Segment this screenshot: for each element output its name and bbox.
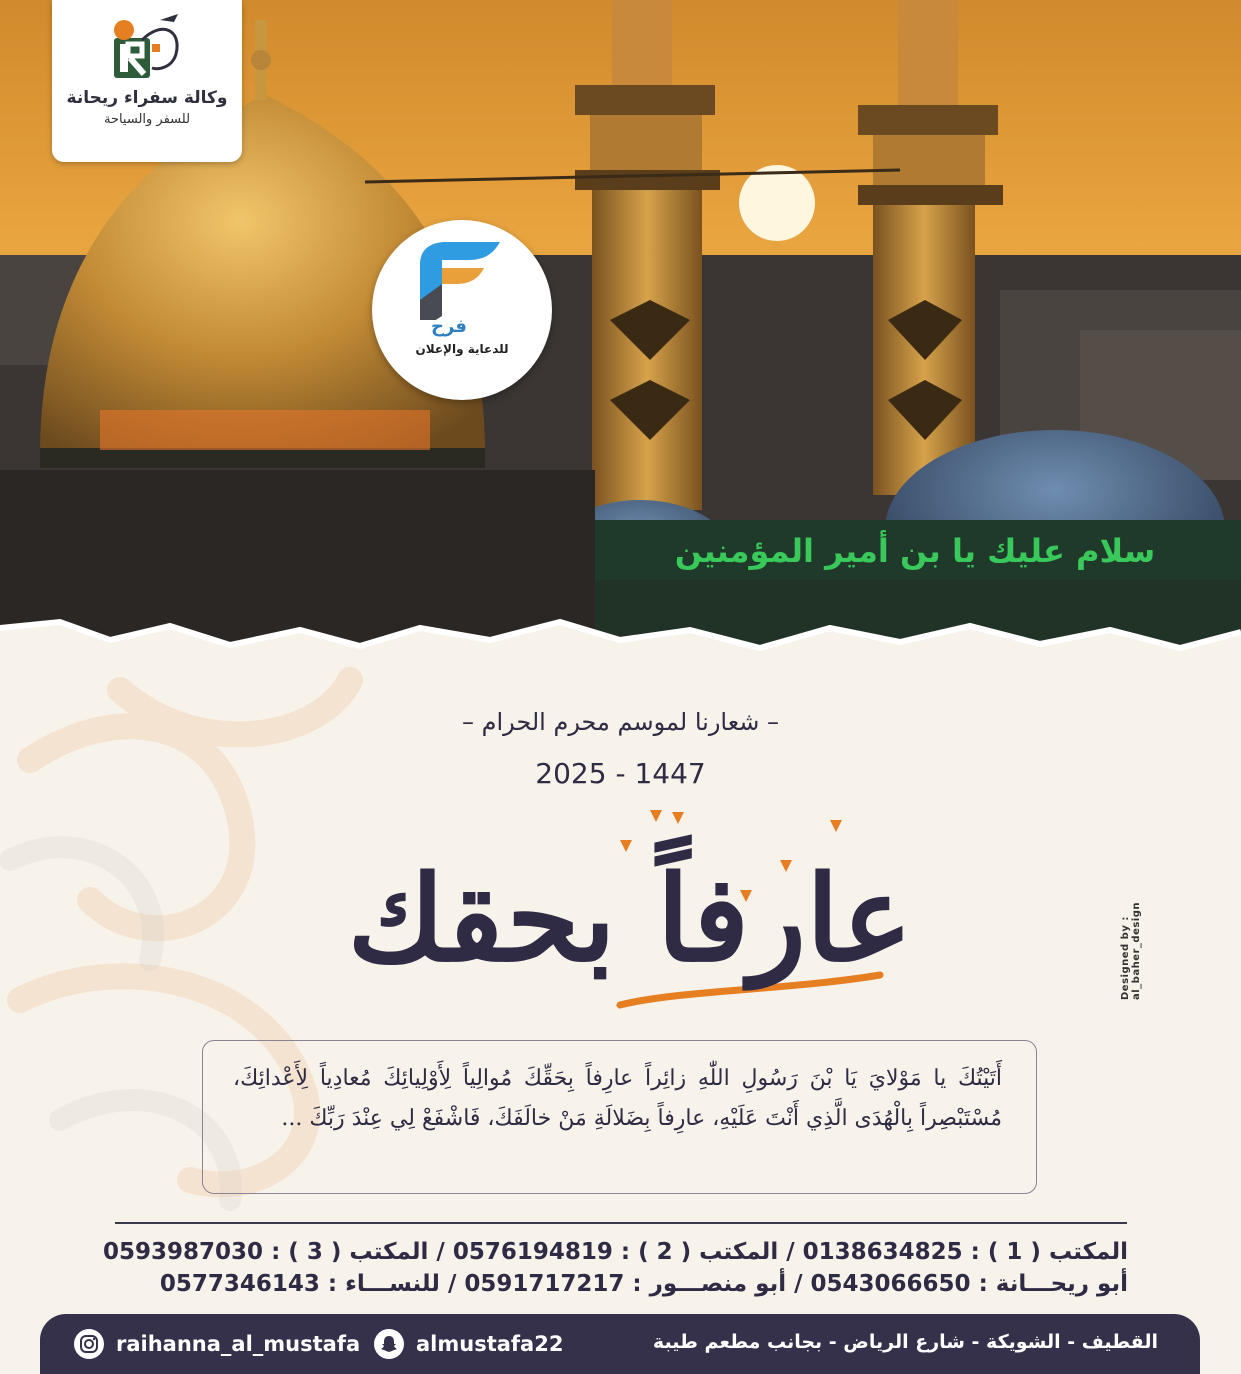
shrine-banner-text: سلام عليك يا بن أمير المؤمنين [674, 532, 1156, 570]
slogan-heading: – شعارنا لموسم محرم الحرام – [461, 708, 780, 736]
snapchat-link[interactable] [374, 1328, 563, 1360]
agency-logo-card [52, 0, 242, 162]
contact-line-offices: المكتب ( 1 ) : 0138634825 / المكتب ( 2 ) : 0576194819 / المكتب ( 3 ) : 0593987030 [103, 1239, 1128, 1265]
instagram-handle: raihanna_al_mustafa [116, 1332, 361, 1356]
main-title: عارفاً بحقك [347, 849, 913, 988]
contact-numbers [100, 1236, 1128, 1300]
years-label: 2025 - 1447 [535, 757, 706, 790]
divider [115, 1222, 1127, 1224]
prayer-text-box [202, 1040, 1037, 1194]
agency-name: وكالة سفراء ريحانة [66, 88, 228, 108]
sponsor-subtitle: للدعاية والإعلان [415, 342, 509, 356]
instagram-icon [74, 1329, 104, 1359]
footer-bar [40, 1314, 1200, 1374]
address-text: القطيف - الشويكة - شارع الرياض - بجانب مطعم طيبة [652, 1331, 1158, 1353]
snapchat-icon [374, 1329, 404, 1359]
prayer-text: أَتَيْتُكَ يا مَوْلايَ يَا بْنَ رَسُولِ اللّٰهِ زائِراً عارِفاً بِحَقِّكَ مُوالِياً لِأَوْلِيائِكَ مُعادِياً لِأَعْدائِكَ، مُسْتَبْصِراً بِالْهُدَى الَّذِي أَنْتَ عَلَيْهِ، عارِفاً بِضَلالَةِ مَنْ خالَفَكَ، فَاشْفَعْ لِي عِنْدَ رَبِّكَ ... [233, 1066, 1002, 1131]
instagram-link[interactable] [74, 1328, 360, 1360]
designer-credit: Designed by : al_baher_design [1120, 901, 1142, 1000]
sponsor-logo [372, 220, 552, 400]
snapchat-handle: almustafa22 [416, 1332, 564, 1356]
sponsor-name: فرح [431, 316, 467, 337]
main-title-art [320, 800, 940, 1030]
agency-subtitle: للسفر والسياحة [103, 112, 191, 127]
sponsor-f-icon [372, 220, 552, 320]
contact-line-persons: أبو ريحـــانة : 0543066650 / أبو منصـــور : 0591717217 / للنســـاء : 0577346143 [159, 1271, 1128, 1297]
agency-logo-icon [102, 10, 192, 82]
